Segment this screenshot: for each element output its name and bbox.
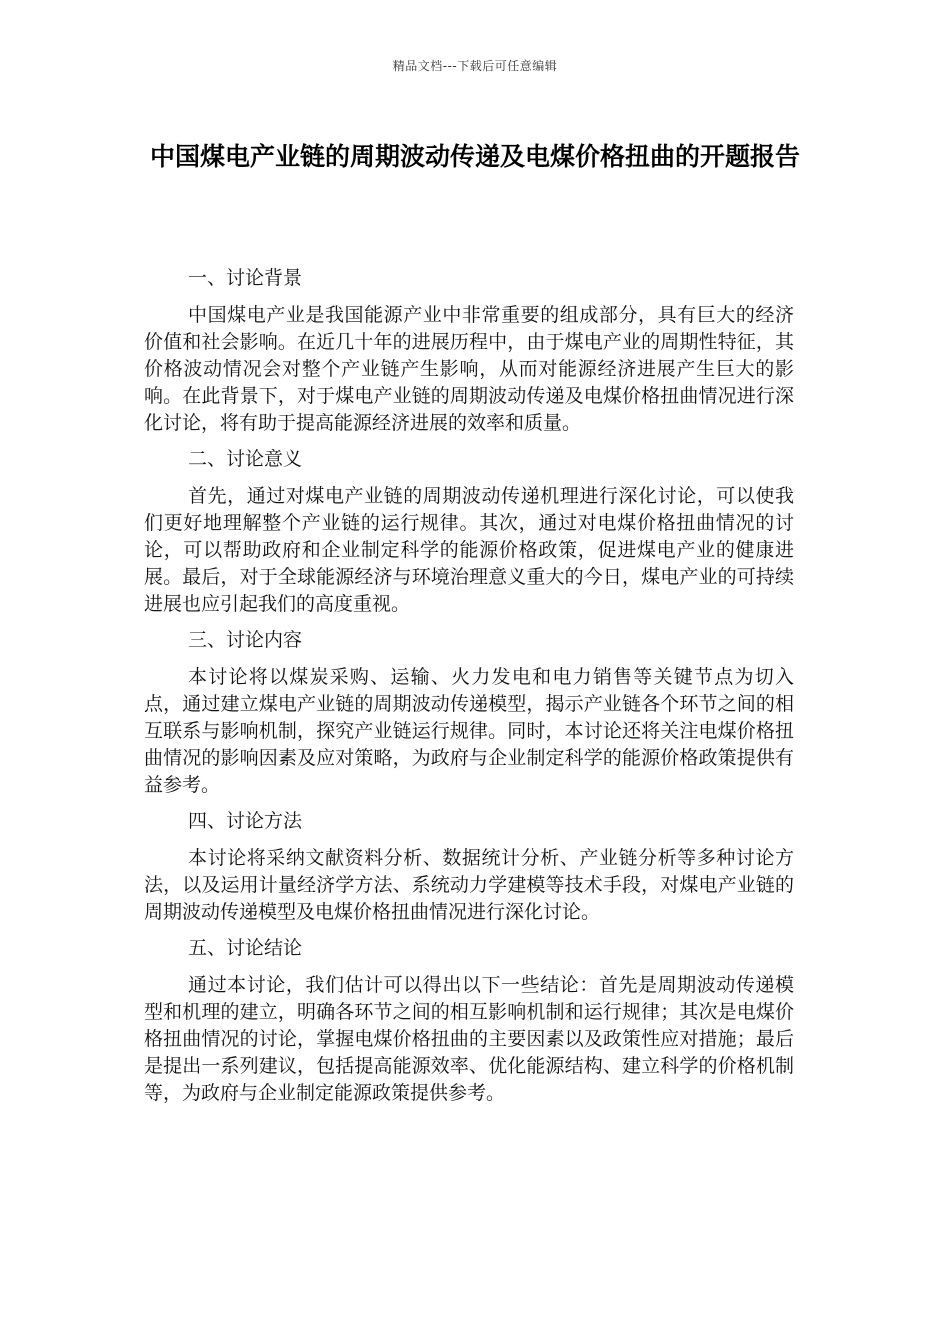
section-paragraph: 本讨论将以煤炭采购、运输、火力发电和电力销售等关键节点为切入点，通过建立煤电产业链的周期波动传递模型，揭示产业链各个环节之间的相互联系与影响机制，探究产业链运行规律。同时，本讨论还将关注电煤价格扭曲情况的影响因素及应对策略，为政府与企业制定科学的能源价格政策提供有益参考。: [144, 666, 794, 796]
section-heading: 一、讨论背景: [188, 267, 303, 289]
header-note: 精品文档---下载后可任意编辑: [392, 59, 558, 73]
section-content: [144, 626, 794, 799]
section-paragraph: 通过本讨论，我们估计可以得出以下一些结论：首先是周期波动传递模型和机理的建立，明确各环节之间的相互影响机制和运行规律；其次是电煤价格扭曲情况的讨论，掌握电煤价格扭曲的主要因素以及政策性应对措施；最后是提出一系列建议，包括提高能源效率、优化能源结构、建立科学的价格机制等，为政府与企业制定能源政策提供参考。: [144, 974, 794, 1104]
section-heading: 四、讨论方法: [188, 810, 303, 832]
section-heading: 五、讨论结论: [188, 937, 303, 959]
section-paragraph: 本讨论将采纳文献资料分析、数据统计分析、产业链分析等多种讨论方法，以及运用计量经济学方法、系统动力学建模等技术手段，对煤电产业链的周期波动传递模型及电煤价格扭曲情况进行深化讨论。: [144, 847, 794, 923]
section-heading: 二、讨论意义: [188, 448, 303, 470]
section-paragraph: 首先，通过对煤电产业链的周期波动传递机理进行深化讨论，可以使我们更好地理解整个产业链的运行规律。其次，通过对电煤价格扭曲情况的讨论，可以帮助政府和企业制定科学的能源价格政策，促进煤电产业的健康进展。最后，对于全球能源经济与环境治理意义重大的今日，煤电产业的可持续进展也应引起我们的高度重视。: [144, 485, 794, 615]
section-methods: [144, 807, 794, 926]
section-significance: [144, 445, 794, 618]
document-body: [144, 264, 794, 1115]
document-title: 中国煤电产业链的周期波动传递及电煤价格扭曲的开题报告: [149, 142, 800, 171]
section-conclusions: [144, 934, 794, 1107]
section-paragraph: 中国煤电产业是我国能源产业中非常重要的组成部分，具有巨大的经济价值和社会影响。在近几十年的进展历程中，由于煤电产业的周期性特征，其价格波动情况会对整个产业链产生影响，从而对能源经济进展产生巨大的影响。在此背景下，对于煤电产业链的周期波动传递及电煤价格扭曲情况进行深化讨论，将有助于提高能源经济进展的效率和质量。: [144, 304, 794, 434]
section-background: [144, 264, 794, 437]
section-heading: 三、讨论内容: [188, 629, 303, 651]
